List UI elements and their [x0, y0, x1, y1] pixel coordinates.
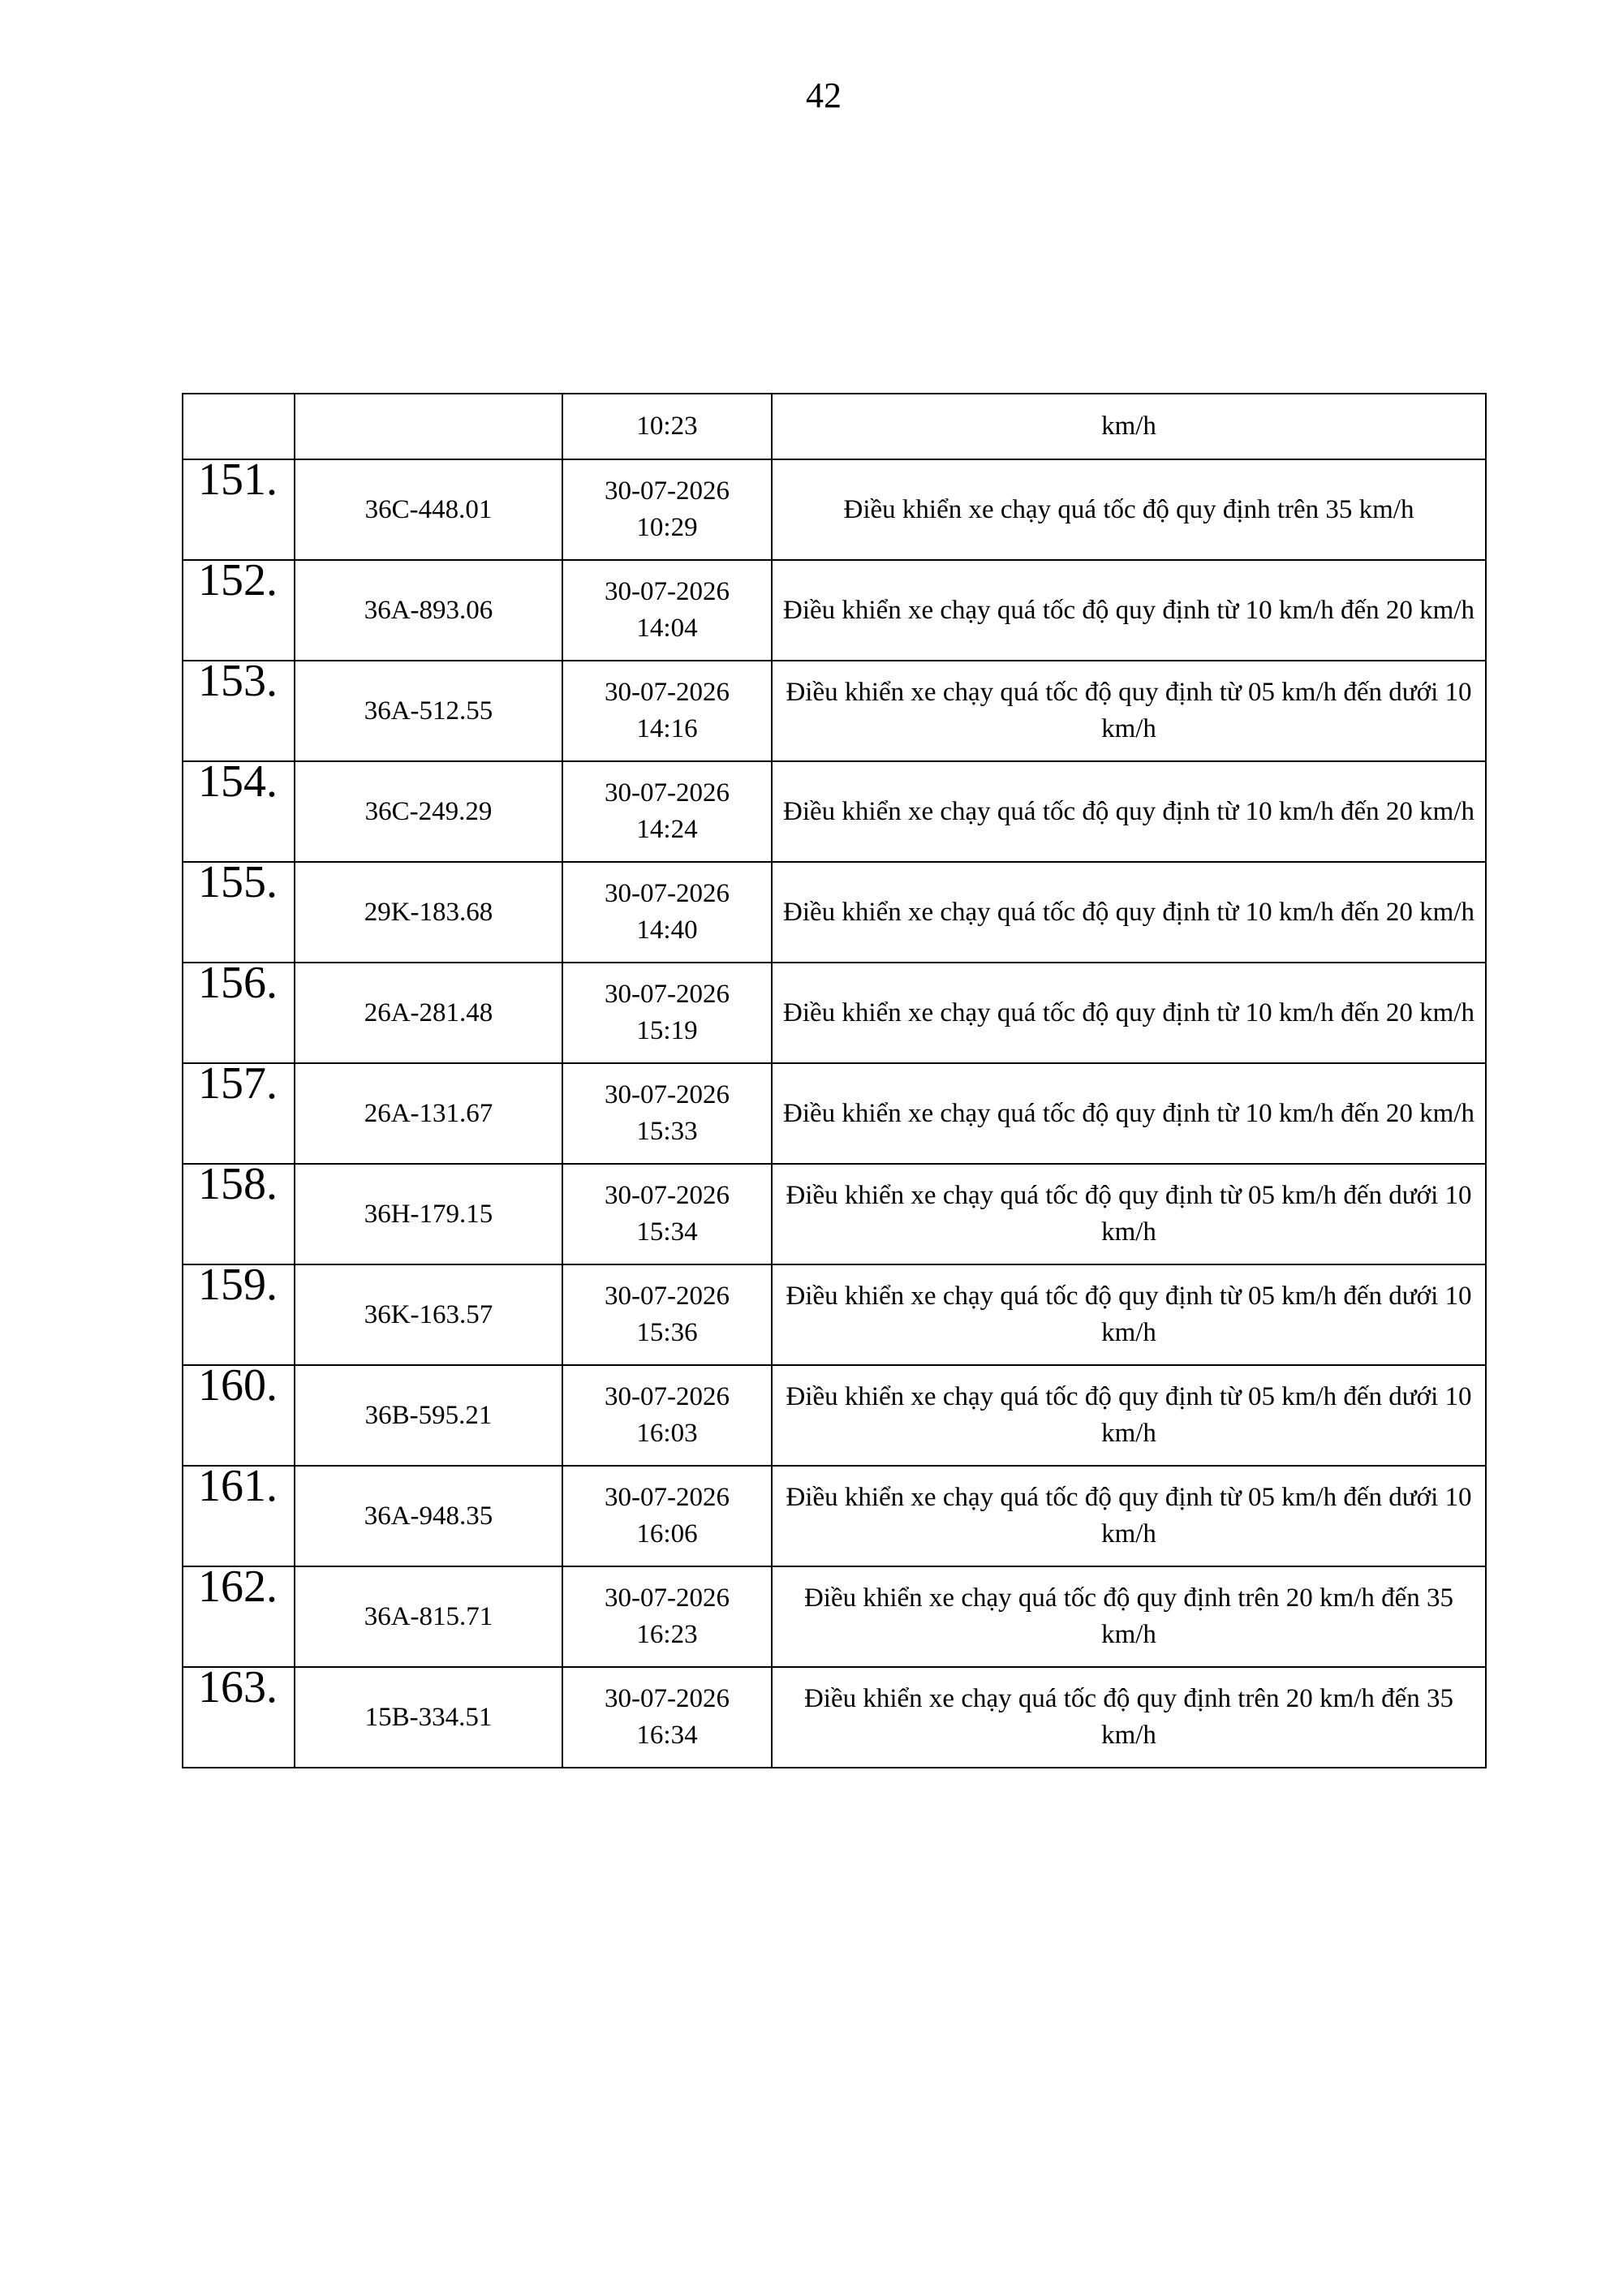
table-row — [183, 560, 1486, 661]
row-index: 156. — [183, 963, 295, 1063]
table-row — [183, 1365, 1486, 1466]
table-row — [183, 862, 1486, 963]
license-plate: 36A-815.71 — [295, 1566, 562, 1667]
violation-description: Điều khiển xe chạy quá tốc độ quy định trên 35 km/h — [772, 459, 1486, 560]
violation-description: Điều khiển xe chạy quá tốc độ quy định từ 10 km/h đến 20 km/h — [772, 761, 1486, 862]
violation-time: 30-07-2026 15:19 — [562, 963, 772, 1063]
row-index: 154. — [183, 761, 295, 862]
table-row — [183, 1164, 1486, 1264]
violations-table-body — [183, 394, 1486, 1768]
violation-time: 30-07-2026 14:16 — [562, 661, 772, 761]
violations-table — [182, 393, 1487, 1768]
row-index: 160. — [183, 1365, 295, 1466]
violation-time: 30-07-2026 15:36 — [562, 1264, 772, 1365]
violation-time: 30-07-2026 14:24 — [562, 761, 772, 862]
license-plate: 36B-595.21 — [295, 1365, 562, 1466]
violation-description: Điều khiển xe chạy quá tốc độ quy định trên 20 km/h đến 35 km/h — [772, 1566, 1486, 1667]
table-row — [183, 1264, 1486, 1365]
violation-time: 30-07-2026 10:29 — [562, 459, 772, 560]
row-index: 163. — [183, 1667, 295, 1768]
license-plate: 36C-448.01 — [295, 459, 562, 560]
violation-description: Điều khiển xe chạy quá tốc độ quy định trên 20 km/h đến 35 km/h — [772, 1667, 1486, 1768]
violation-time: 30-07-2026 15:33 — [562, 1063, 772, 1164]
table-row — [183, 761, 1486, 862]
violation-time: 10:23 — [562, 394, 772, 459]
violation-description: Điều khiển xe chạy quá tốc độ quy định từ 05 km/h đến dưới 10 km/h — [772, 1466, 1486, 1566]
license-plate: 36A-948.35 — [295, 1466, 562, 1566]
table-row — [183, 1566, 1486, 1667]
violation-time: 30-07-2026 16:23 — [562, 1566, 772, 1667]
table-row — [183, 1466, 1486, 1566]
license-plate — [295, 394, 562, 459]
row-index: 159. — [183, 1264, 295, 1365]
violation-time: 30-07-2026 16:34 — [562, 1667, 772, 1768]
license-plate: 36H-179.15 — [295, 1164, 562, 1264]
table-row — [183, 1063, 1486, 1164]
row-index: 158. — [183, 1164, 295, 1264]
table-row — [183, 459, 1486, 560]
license-plate: 36A-893.06 — [295, 560, 562, 661]
row-index: 162. — [183, 1566, 295, 1667]
violation-time: 30-07-2026 16:03 — [562, 1365, 772, 1466]
row-index: 151. — [183, 459, 295, 560]
license-plate: 15B-334.51 — [295, 1667, 562, 1768]
license-plate: 29K-183.68 — [295, 862, 562, 963]
table-row — [183, 394, 1486, 459]
license-plate: 26A-131.67 — [295, 1063, 562, 1164]
license-plate: 26A-281.48 — [295, 963, 562, 1063]
row-index: 153. — [183, 661, 295, 761]
violation-description: Điều khiển xe chạy quá tốc độ quy định từ 10 km/h đến 20 km/h — [772, 862, 1486, 963]
violation-description: Điều khiển xe chạy quá tốc độ quy định từ 05 km/h đến dưới 10 km/h — [772, 1264, 1486, 1365]
row-index: 157. — [183, 1063, 295, 1164]
violation-description: Điều khiển xe chạy quá tốc độ quy định từ 05 km/h đến dưới 10 km/h — [772, 1365, 1486, 1466]
license-plate: 36A-512.55 — [295, 661, 562, 761]
violation-time: 30-07-2026 15:34 — [562, 1164, 772, 1264]
violation-description: Điều khiển xe chạy quá tốc độ quy định từ 05 km/h đến dưới 10 km/h — [772, 661, 1486, 761]
violation-time: 30-07-2026 16:06 — [562, 1466, 772, 1566]
row-index: 152. — [183, 560, 295, 661]
license-plate: 36C-249.29 — [295, 761, 562, 862]
violation-description: km/h — [772, 394, 1486, 459]
page-number: 42 — [806, 75, 842, 115]
table-row — [183, 661, 1486, 761]
table-row — [183, 1667, 1486, 1768]
license-plate: 36K-163.57 — [295, 1264, 562, 1365]
violation-time: 30-07-2026 14:04 — [562, 560, 772, 661]
violation-time: 30-07-2026 14:40 — [562, 862, 772, 963]
violation-description: Điều khiển xe chạy quá tốc độ quy định từ 10 km/h đến 20 km/h — [772, 1063, 1486, 1164]
row-index: 155. — [183, 862, 295, 963]
violation-description: Điều khiển xe chạy quá tốc độ quy định từ 05 km/h đến dưới 10 km/h — [772, 1164, 1486, 1264]
row-index — [183, 394, 295, 459]
table-row — [183, 963, 1486, 1063]
violation-description: Điều khiển xe chạy quá tốc độ quy định từ 10 km/h đến 20 km/h — [772, 963, 1486, 1063]
row-index: 161. — [183, 1466, 295, 1566]
violation-description: Điều khiển xe chạy quá tốc độ quy định từ 10 km/h đến 20 km/h — [772, 560, 1486, 661]
